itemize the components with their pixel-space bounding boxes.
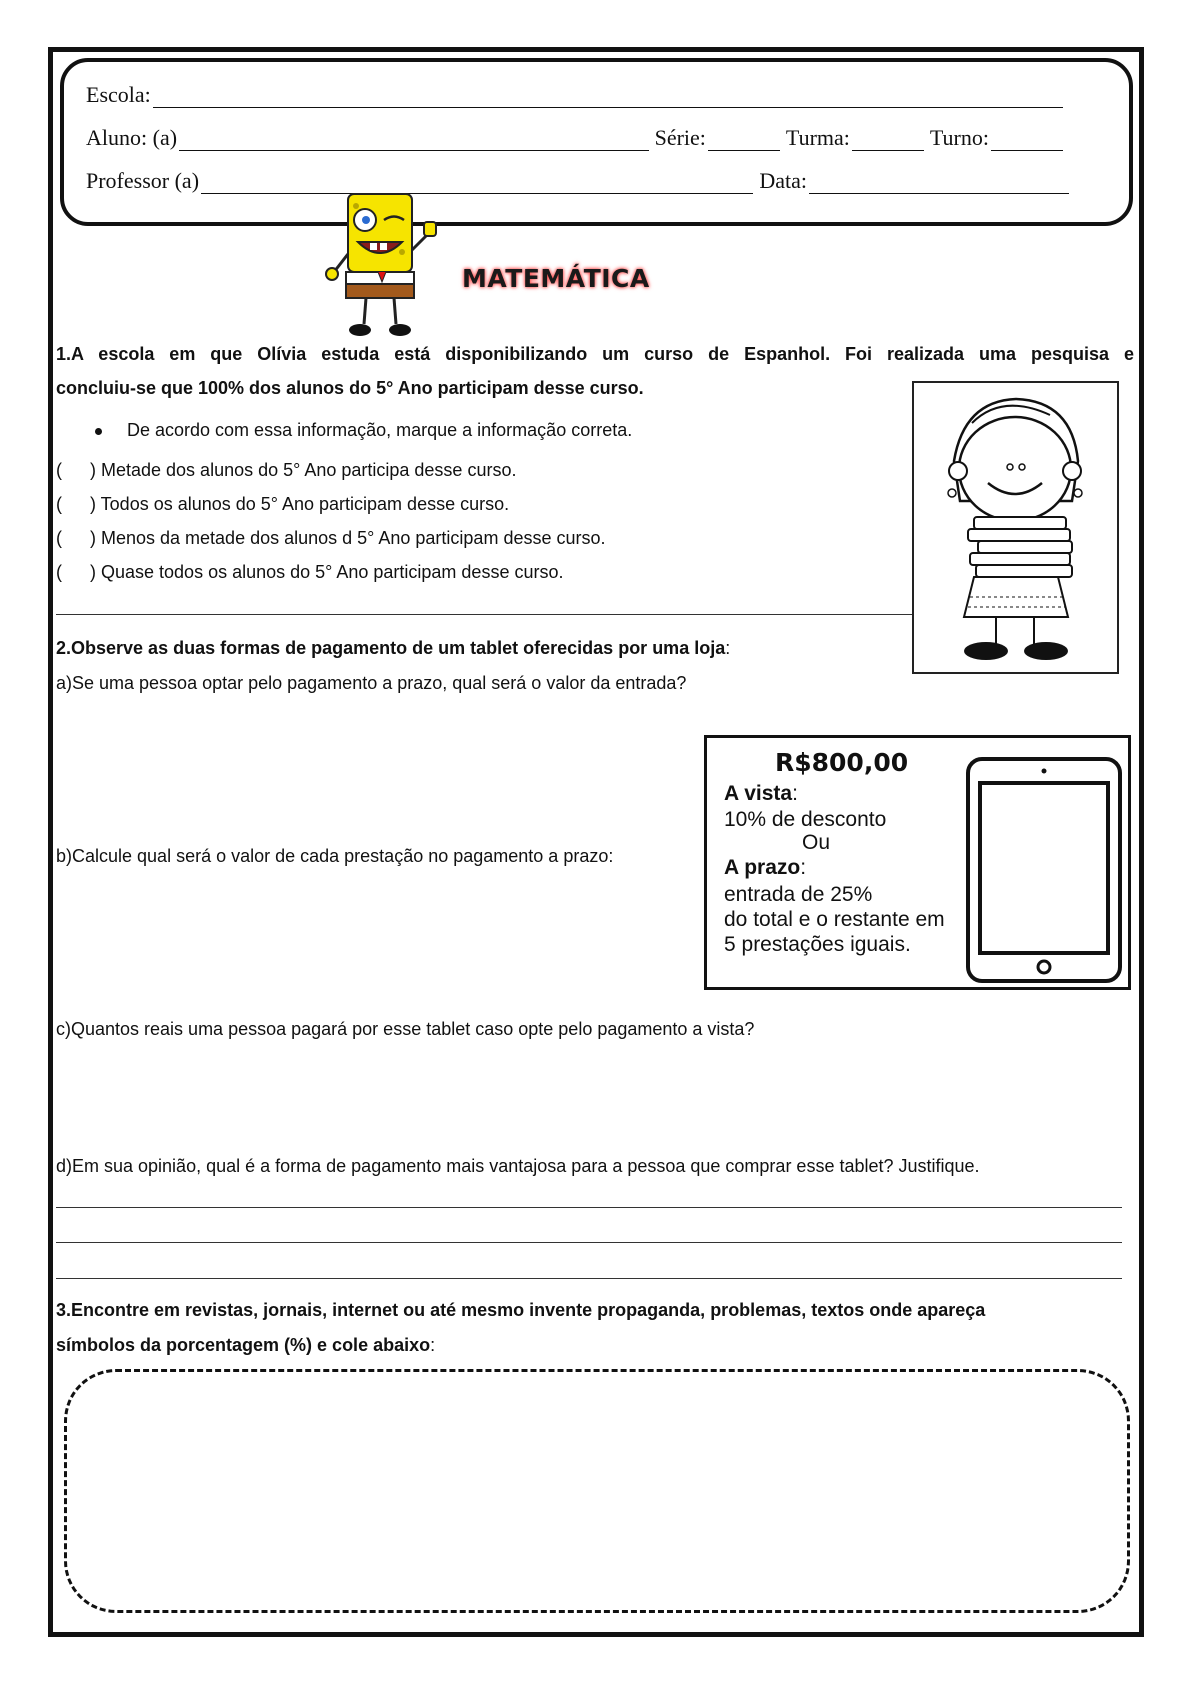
question2-item-a: a)Se uma pessoa optar pelo pagamento a prazo, qual será o valor da entrada?	[56, 673, 687, 693]
bullet-icon	[95, 428, 102, 435]
question2-statement	[56, 638, 730, 659]
class-field[interactable]	[852, 132, 924, 151]
student-row	[86, 125, 1069, 151]
option-3[interactable]	[56, 528, 606, 549]
option-1[interactable]	[56, 460, 516, 481]
option-text: ) Todos os alunos do 5° Ano participam desse curso.	[90, 494, 510, 514]
option-text: ) Quase todos os alunos do 5° Ano participam desse curso.	[90, 562, 564, 582]
question2-statement-text: 2.Observe as duas formas de pagamento de um tablet oferecidas por uma loja	[56, 638, 726, 658]
school-label: Escola:	[86, 82, 151, 107]
grade-field[interactable]	[708, 132, 780, 151]
student-field[interactable]	[179, 132, 649, 151]
tablet-offer-box	[704, 735, 1131, 990]
answer-line-2[interactable]	[56, 1242, 1122, 1243]
offer-price: R$800,00	[775, 748, 909, 777]
option-checkbox[interactable]: (	[56, 528, 62, 548]
cash-label-line	[724, 782, 798, 806]
sponge-mascot-icon	[320, 190, 450, 340]
installment-line2: do total e o restante em	[724, 908, 945, 931]
question3-statement-suffix: :	[430, 1335, 436, 1355]
header-box	[60, 58, 1133, 226]
shift-field[interactable]	[991, 132, 1063, 151]
or-text: Ou	[802, 831, 831, 854]
question3-statement-line1: 3.Encontre em revistas, jornais, internet ou até mesmo invente propaganda, problemas, textos onde apareça	[56, 1300, 986, 1320]
option-2[interactable]	[56, 494, 509, 515]
installment-line3: 5 prestações iguais.	[724, 933, 911, 956]
school-field[interactable]	[153, 89, 1063, 108]
option-text: ) Metade dos alunos do 5° Ano participa desse curso.	[90, 460, 517, 480]
answer-line-3[interactable]	[56, 1278, 1122, 1279]
instruction-text: De acordo com essa informação, marque a informação correta.	[127, 420, 633, 440]
student-label: Aluno: (a)	[86, 125, 178, 150]
cash-label: A vista	[724, 782, 793, 805]
shift-label: Turno:	[929, 125, 989, 150]
class-label: Turma:	[785, 125, 850, 150]
option-4[interactable]	[56, 562, 563, 583]
question2-item-b: b)Calcule qual será o valor de cada prestação no pagamento a prazo:	[56, 846, 614, 866]
installment-line1: entrada de 25%	[724, 883, 873, 906]
subject-title: MATEMÁTICA	[462, 264, 650, 293]
option-checkbox[interactable]: (	[56, 494, 62, 514]
tablet-icon	[964, 755, 1124, 985]
date-label: Data:	[759, 168, 807, 193]
installment-label-line	[724, 856, 806, 880]
installment-suffix: :	[800, 856, 807, 879]
school-row	[86, 82, 1069, 108]
question3-statement-line2	[56, 1335, 435, 1356]
grade-label: Série:	[654, 125, 706, 150]
question2-item-c: c)Quantos reais uma pessoa pagará por esse tablet caso opte pelo pagamento a vista?	[56, 1019, 755, 1039]
girl-illustration-frame	[912, 381, 1119, 674]
question1-statement-line2: concluiu-se que 100% dos alunos do 5° Ano participam desse curso.	[56, 378, 644, 398]
cash-detail: 10% de desconto	[724, 808, 887, 831]
divider-line	[56, 614, 912, 615]
question3-statement-text: símbolos da porcentagem (%) e cole abaixo	[56, 1335, 431, 1355]
question1-instruction	[95, 420, 632, 441]
teacher-label: Professor (a)	[86, 168, 200, 193]
option-text: ) Menos da metade dos alunos d 5° Ano participam desse curso.	[90, 528, 606, 548]
question2-statement-suffix: :	[725, 638, 731, 658]
option-checkbox[interactable]: (	[56, 562, 62, 582]
cash-suffix: :	[792, 782, 798, 805]
answer-line-1[interactable]	[56, 1207, 1122, 1208]
option-checkbox[interactable]: (	[56, 460, 62, 480]
date-field[interactable]	[809, 175, 1069, 194]
question1-statement-line1: 1.A escola em que Olívia estuda está disponibilizando um curso de Espanhol. Foi realizada uma pesquisa e	[56, 344, 1134, 364]
teacher-field[interactable]	[201, 175, 753, 194]
paste-area[interactable]	[64, 1369, 1130, 1613]
installment-label: A prazo	[724, 856, 801, 879]
teacher-row	[86, 168, 1069, 194]
girl-with-books-icon	[914, 383, 1117, 672]
question2-item-d: d)Em sua opinião, qual é a forma de pagamento mais vantajosa para a pessoa que comprar esse tablet? Justifique.	[56, 1156, 980, 1176]
